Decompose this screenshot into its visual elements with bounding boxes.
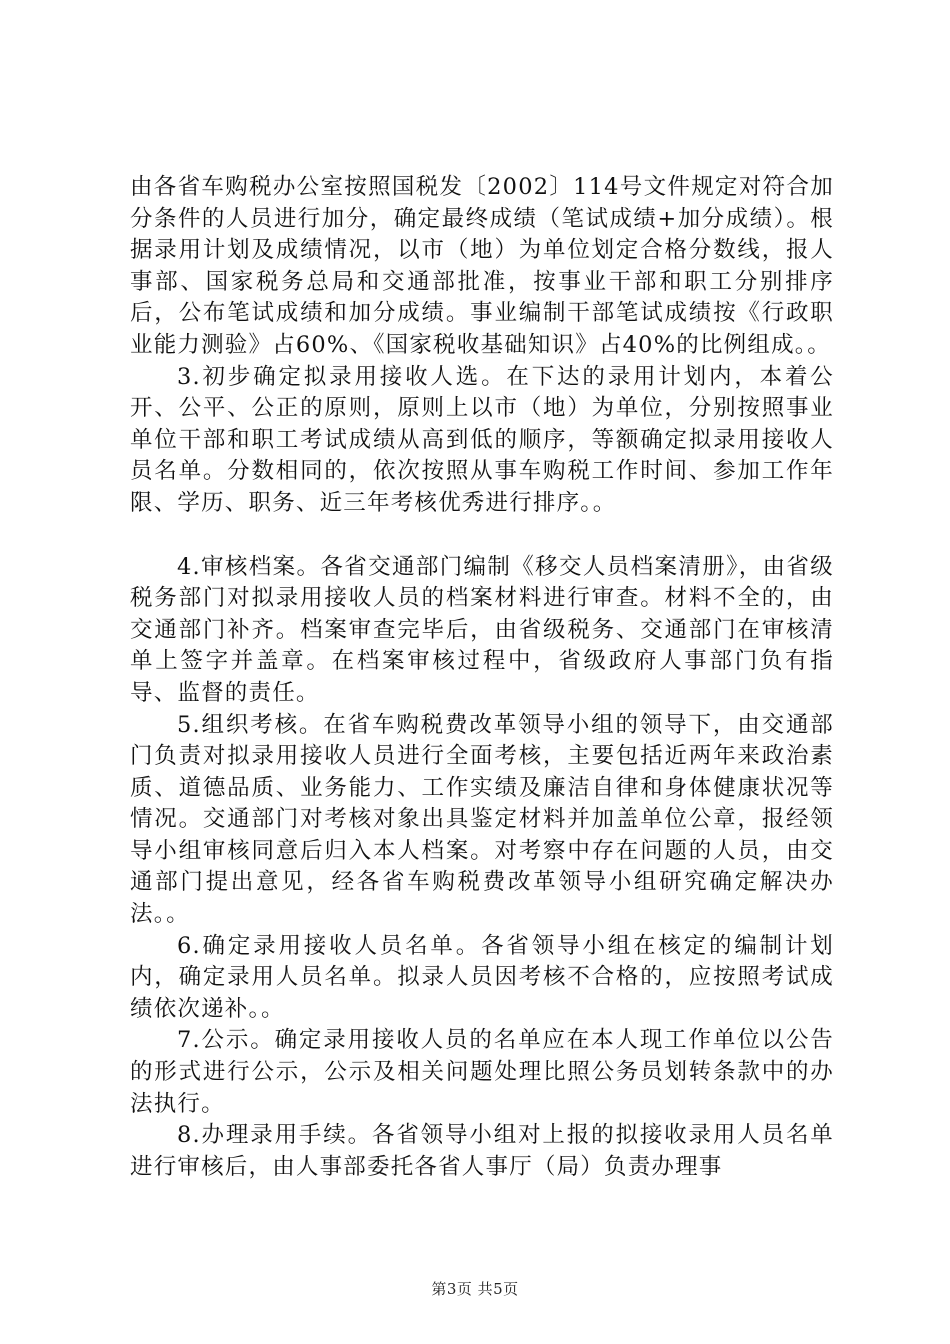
paragraph-item-6: 6.确定录用接收人员名单。各省领导小组在核定的编制计划内，确定录用人员名单。拟录人员因考核不合格的，应按照考试成绩依次递补。。 xyxy=(130,932,834,1022)
paragraph-item-3: 3.初步确定拟录用接收人选。在下达的录用计划内，本着公开、公平、公正的原则，原则上以市（地）为单位，分别按照事业单位干部和职工考试成绩从高到低的顺序，等额确定拟录用接收人员名单。分数相同的，依次按照从事车购税工作时间、参加工作年限、学历、职务、近三年考核优秀进行排序。。 xyxy=(130,363,834,516)
paragraph-item-5: 5.组织考核。在省车购税费改革领导小组的领导下，由交通部门负责对拟录用接收人员进行全面考核，主要包括近两年来政治素质、道德品质、业务能力、工作实绩及廉洁自律和身体健康状况等情况。交通部门对考核对象出具鉴定材料并加盖单位公章，报经领导小组审核同意后归入本人档案。对考察中存在问题的人员，由交通部门提出意见，经各省车购税费改革领导小组研究确定解决办法。。 xyxy=(130,711,834,928)
paragraph-item-8: 8.办理录用手续。各省领导小组对上报的拟接收录用人员名单进行审核后，由人事部委托各省人事厅（局）负责办理事 xyxy=(130,1122,834,1180)
paragraph-item-7: 7.公示。确定录用接收人员的名单应在本人现工作单位以公告的形式进行公示，公示及相关问题处理比照公务员划转条款中的办法执行。 xyxy=(130,1027,834,1117)
page-number-footer: 第3页 共5页 xyxy=(431,1280,519,1298)
paragraph-item-4: 4.审核档案。各省交通部门编制《移交人员档案清册》，由省级税务部门对拟录用接收人员的档案材料进行审查。材料不全的，由交通部门补齐。档案审查完毕后，由省级税务、交通部门在审核清单上签字并盖章。在档案审核过程中，省级政府人事部门负有指导、监督的责任。 xyxy=(130,553,834,706)
paragraph-scoring-continuation: 由各省车购税办公室按照国税发〔2002〕114号文件规定对符合加分条件的人员进行加分，确定最终成绩（笔试成绩+加分成绩）。根据录用计划及成绩情况，以市（地）为单位划定合格分数线，报人事部、国家税务总局和交通部批准，按事业干部和职工分别排序后，公布笔试成绩和加分成绩。事业编制干部笔试成绩按《行政职业能力测验》占60%、《国家税收基础知识》占40%的比例组成。。 xyxy=(130,174,834,358)
document-body xyxy=(130,172,834,1183)
